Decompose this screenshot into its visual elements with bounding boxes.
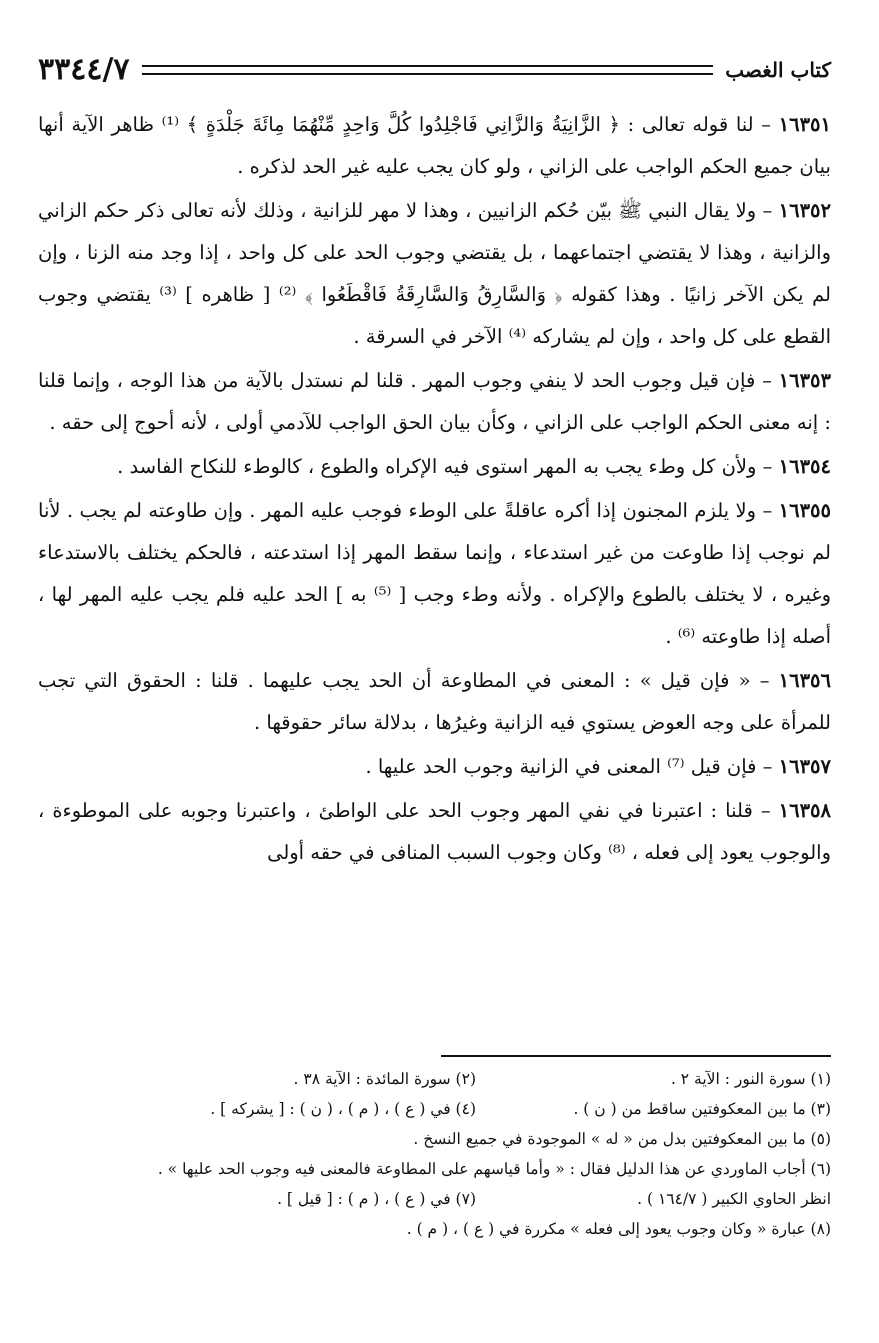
footnote-row [38, 1094, 831, 1124]
paragraph [38, 790, 831, 874]
footnotes [38, 1064, 831, 1244]
footnote-row [38, 1064, 831, 1094]
footnote-row [38, 1184, 831, 1214]
page-header [38, 50, 831, 90]
paragraph-text: – ولا يلزم المجنون إذا أكره عاقلةً على الوطء فوجب عليه المهر . وإن طاوعته لم يجب . لأنا لم نوجب إذا طاوعت من غير استدعاء ، وإنما سقط المهر إذا استدعته ، فالحكم يختلف بالاستدعاء وغيره ، لا يختلف بالطوع والإكراه . ولأنه وطء وجب [ ⁽⁵⁾ به ] الحد عليه فلم يجب عليه المهر لها ، أصله إذا طاوعته ⁽⁶⁾ . [38, 499, 831, 648]
footnote-separator [441, 1055, 831, 1057]
footnote-7: (٧) في ( ع ) ، ( م ) : [ قيل ] . [277, 1190, 476, 1208]
header-rule [142, 65, 714, 75]
paragraph-number: ١٦٣٥٥ [778, 499, 831, 522]
paragraph-text: – فإن قيل ⁽⁷⁾ المعنى في الزانية وجوب الحد عليها . [365, 755, 773, 778]
footnote-8: (٨) عبارة « وكان وجوب يعود إلى فعله » مكررة في ( ع ) ، ( م ) . [406, 1220, 831, 1238]
footnote-2: (٢) سورة المائدة : الآية ٣٨ . [293, 1070, 476, 1088]
paragraph-number: ١٦٣٥٦ [778, 669, 831, 692]
paragraph-text: – « فإن قيل » : المعنى في المطاوعة أن الحد يجب عليهما . قلنا : الحقوق التي تجب للمرأة على وجه العوض يستوي فيه الزانية وغيرُها ، بدلالة سائر حقوقها . [38, 669, 831, 734]
paragraph [38, 190, 831, 358]
paragraph-text: – فإن قيل وجوب الحد لا ينفي وجوب المهر . قلنا لم نستدل بالآية من هذا الوجه ، وإنما قلنا : إنه معنى الحكم الواجب على الزاني ، وكأن بيان الحق الواجب للآدمي أولى ، لأنه أحوج إلى حقه . [38, 369, 831, 434]
footnote-3: (٣) ما بين المعكوفتين ساقط من ( ن ) . [573, 1100, 831, 1118]
paragraph-text: – لنا قوله تعالى : ﴿ الزَّانِيَةُ وَالزَّانِي فَاجْلِدُوا كُلَّ وَاحِدٍ مِّنْهُمَا مِائَةَ جَلْدَةٍ ﴾ ⁽¹⁾ ظاهر الآية أنها بيان جميع الحكم الواجب على الزاني ، ولو كان يجب عليه غير الحد لذكره . [38, 113, 831, 178]
footnote-5: (٥) ما بين المعكوفتين بدل من « له » الموجودة في جميع النسخ . [413, 1130, 831, 1148]
footnote-6-reference: انظر الحاوي الكبير ( ١٦٤/٧ ) . [637, 1190, 831, 1208]
paragraph-number: ١٦٣٥٢ [778, 199, 832, 222]
page-number: ٣٣٤٤/٧ [38, 52, 130, 87]
book-title: كتاب الغصب [725, 58, 831, 82]
paragraph-text: – ولأن كل وطء يجب به المهر استوى فيه الإكراه والطوع ، كالوطء للنكاح الفاسد . [117, 455, 773, 478]
paragraph [38, 490, 831, 658]
paragraph [38, 746, 831, 788]
paragraph [38, 446, 831, 488]
footnote-4: (٤) في ( ع ) ، ( م ) ، ( ن ) : [ يشركه ] . [210, 1100, 476, 1118]
footnote-row [38, 1124, 831, 1154]
paragraph-number: ١٦٣٥٣ [778, 369, 831, 392]
footnote-row [38, 1154, 831, 1184]
main-text [38, 104, 831, 876]
paragraph-number: ١٦٣٥١ [778, 113, 831, 136]
paragraph-number: ١٦٣٥٧ [778, 755, 831, 778]
paragraph-number: ١٦٣٥٨ [778, 799, 831, 822]
paragraph-text: – ولا يقال النبي ﷺ بيّن حُكم الزانيين ، وهذا لا مهر للزانية ، وذلك لأنه تعالى ذكر حكم الزاني والزانية ، وهذا لا يقتضي اجتماعهما ، بل يقتضي وجوب الحد على كل واحد ، إذا وجد منه الزنا ، وإن لم يكن الآخر زانيًا . وهذا كقوله ﴿ وَالسَّارِقُ وَالسَّارِقَةُ فَاقْطَعُوا ﴾ ⁽²⁾ [ ظاهره ] ⁽³⁾ يقتضي وجوب القطع على كل واحد ، وإن لم يشاركه ⁽⁴⁾ الآخر في السرقة . [38, 199, 831, 348]
paragraph-number: ١٦٣٥٤ [778, 455, 831, 478]
footnote-1: (١) سورة النور : الآية ٢ . [670, 1070, 831, 1088]
footnote-6: (٦) أجاب الماوردي عن هذا الدليل فقال : « وأما قياسهم على المطاوعة فالمعنى فيه وجوب الحد عليها » . [157, 1160, 831, 1178]
paragraph [38, 360, 831, 444]
paragraph [38, 104, 831, 188]
paragraph [38, 660, 831, 744]
paragraph-text: – قلنا : اعتبرنا في نفي المهر وجوب الحد على الواطئ ، واعتبرنا وجوبه على الموطوءة ، والوجوب يعود إلى فعله ، ⁽⁸⁾ وكان وجوب السبب المنافى في حقه أولى [38, 799, 831, 864]
footnote-row [38, 1214, 831, 1244]
